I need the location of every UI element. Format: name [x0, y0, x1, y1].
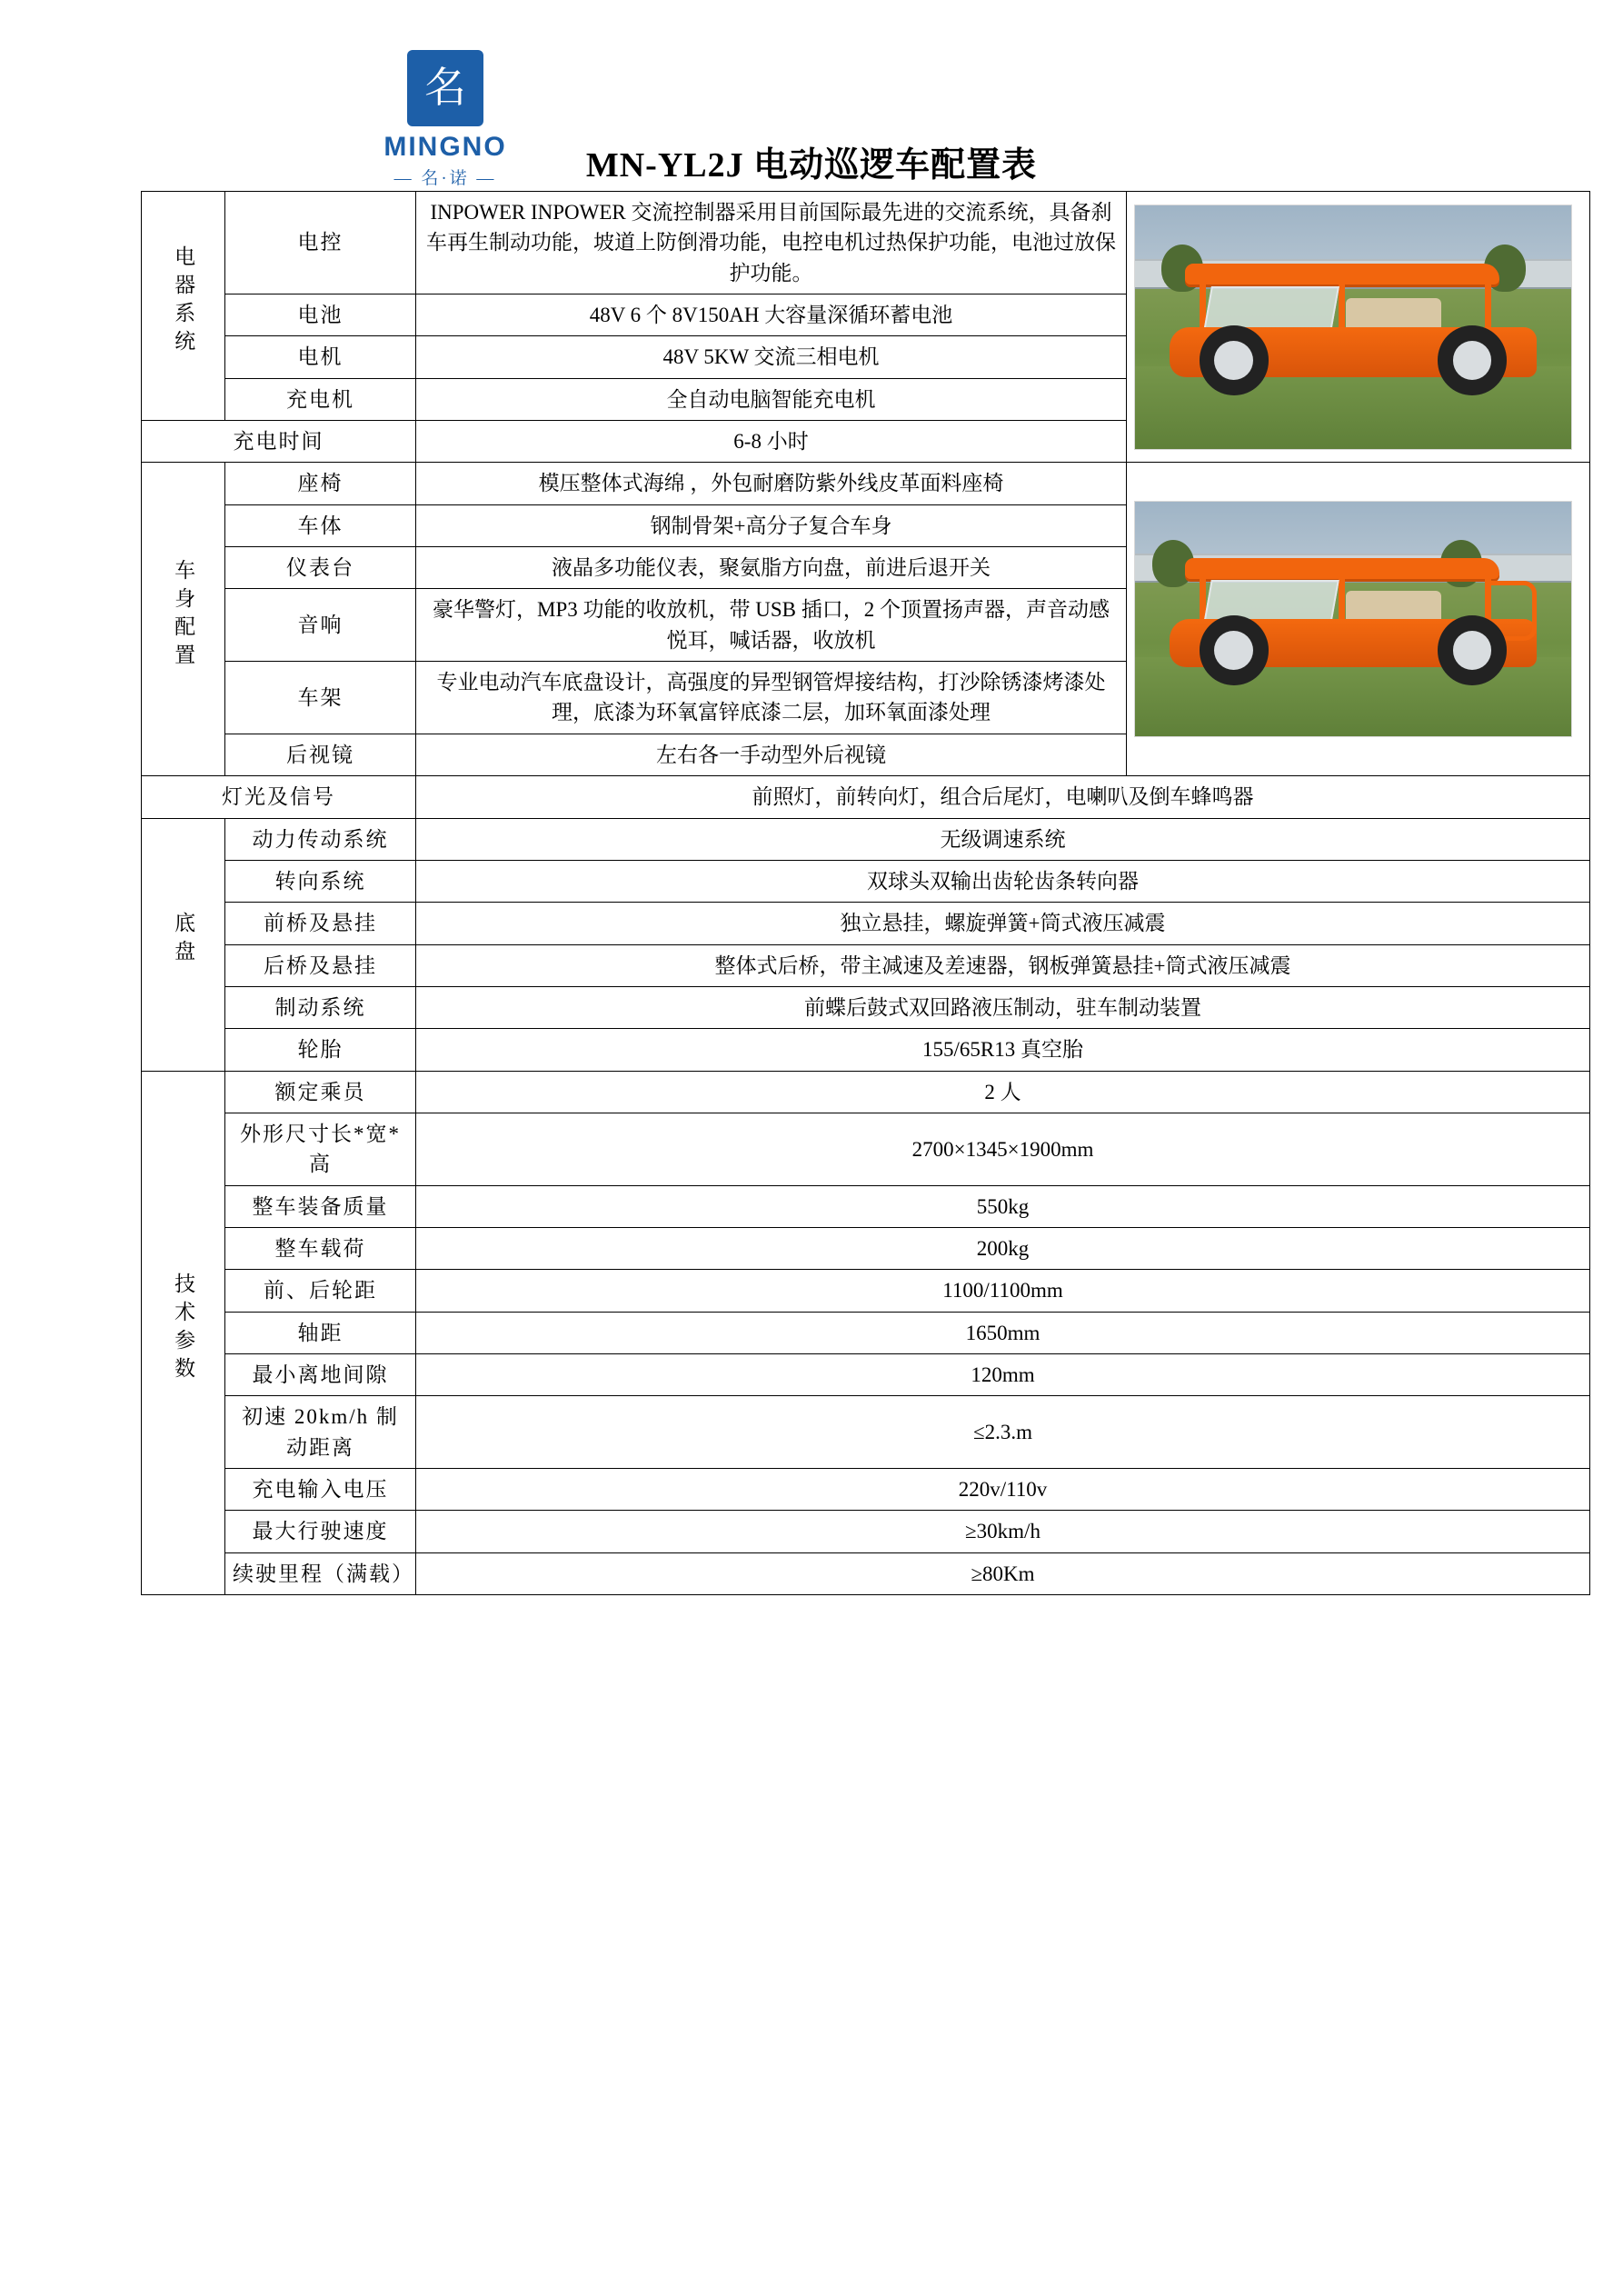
spec-table — [141, 191, 1590, 1595]
row-label: 座椅 — [225, 463, 416, 504]
row-label: 轮胎 — [225, 1029, 416, 1071]
lights-value: 前照灯，前转向灯，组合后尾灯，电喇叭及倒车蜂鸣器 — [416, 776, 1590, 818]
car-wheel — [1438, 615, 1508, 685]
table-row — [142, 1270, 1590, 1312]
row-label: 轴距 — [225, 1312, 416, 1353]
row-label: 转向系统 — [225, 860, 416, 902]
table-row — [142, 944, 1590, 986]
row-value: 双球头双输出齿轮齿条转向器 — [416, 860, 1590, 902]
table-row — [142, 1469, 1590, 1511]
page-title: MN-YL2J 电动巡逻车配置表 — [585, 146, 1038, 185]
row-value: 1650mm — [416, 1312, 1590, 1353]
logo-brand-subtitle: — 名·诺 — — [393, 169, 497, 188]
category-electrical: 电器系统 — [142, 192, 225, 421]
lights-label: 灯光及信号 — [142, 776, 416, 818]
logo-mark-icon — [407, 50, 483, 126]
row-value: 220v/110v — [416, 1469, 1590, 1511]
row-value: ≥30km/h — [416, 1511, 1590, 1552]
category-body: 车身配置 — [142, 463, 225, 776]
table-row — [142, 1029, 1590, 1071]
patrol-car-graphic — [1170, 264, 1536, 395]
photo-illustration — [1134, 205, 1572, 450]
row-value: 专业电动汽车底盘设计，高强度的异型钢管焊接结构，打沙除锈漆烤漆处理，底漆为环氧富锌底漆二层，加环氧面漆处理 — [416, 662, 1127, 734]
table-row — [142, 1185, 1590, 1227]
table-row — [142, 1071, 1590, 1113]
row-value: 前蝶后鼓式双回路液压制动，驻车制动装置 — [416, 986, 1590, 1028]
row-label: 前、后轮距 — [225, 1270, 416, 1312]
row-label: 后桥及悬挂 — [225, 944, 416, 986]
row-label: 前桥及悬挂 — [225, 903, 416, 944]
table-row — [142, 1113, 1590, 1185]
table-row — [142, 776, 1590, 818]
row-label: 最大行驶速度 — [225, 1511, 416, 1552]
table-row — [142, 1511, 1590, 1552]
document-header — [0, 0, 1623, 191]
table-row — [142, 903, 1590, 944]
row-label: 电控 — [225, 192, 416, 294]
row-value: 1100/1100mm — [416, 1270, 1590, 1312]
table-row — [142, 192, 1590, 294]
row-label: 制动系统 — [225, 986, 416, 1028]
row-value: 液晶多功能仪表，聚氨脂方向盘，前进后退开关 — [416, 547, 1127, 589]
row-label: 整车载荷 — [225, 1227, 416, 1269]
row-value: INPOWER INPOWER 交流控制器采用目前国际最先进的交流系统，具备刹车再生制动功能，坡道上防倒滑功能，电控电机过热保护功能，电池过放保护功能。 — [416, 192, 1127, 294]
charge-time-label: 充电时间 — [142, 421, 416, 463]
row-value: 155/65R13 真空胎 — [416, 1029, 1590, 1071]
row-value: 左右各一手动型外后视镜 — [416, 734, 1127, 775]
row-label: 充电输入电压 — [225, 1469, 416, 1511]
row-value: 120mm — [416, 1353, 1590, 1395]
row-value: 整体式后桥，带主减速及差速器，钢板弹簧悬挂+筒式液压减震 — [416, 944, 1590, 986]
row-value: 豪华警灯，MP3 功能的收放机，带 USB 插口，2 个顶置扬声器，声音动感悦耳，喊话器，收放机 — [416, 589, 1127, 662]
table-row — [142, 1353, 1590, 1395]
car-wheel — [1200, 615, 1270, 685]
row-value: 钢制骨架+高分子复合车身 — [416, 504, 1127, 546]
table-row — [142, 860, 1590, 902]
row-value: 独立悬挂，螺旋弹簧+筒式液压减震 — [416, 903, 1590, 944]
category-chassis: 底盘 — [142, 818, 225, 1071]
category-technical: 技术参数 — [142, 1071, 225, 1594]
product-photo-front — [1127, 192, 1590, 463]
row-value: 2 人 — [416, 1071, 1590, 1113]
row-value: 2700×1345×1900mm — [416, 1113, 1590, 1185]
row-label: 车体 — [225, 504, 416, 546]
car-wheel — [1438, 325, 1508, 395]
row-value: 48V 6 个 8V150AH 大容量深循环蓄电池 — [416, 294, 1127, 336]
row-label: 动力传动系统 — [225, 818, 416, 860]
table-row — [142, 818, 1590, 860]
table-row — [142, 463, 1590, 504]
charge-time-value: 6-8 小时 — [416, 421, 1127, 463]
row-label: 电池 — [225, 294, 416, 336]
row-label: 最小离地间隙 — [225, 1353, 416, 1395]
row-value: ≤2.3.m — [416, 1396, 1590, 1469]
row-label: 整车装备质量 — [225, 1185, 416, 1227]
row-label: 续驶里程（满载） — [225, 1552, 416, 1594]
photo-illustration — [1134, 501, 1572, 737]
row-value: 模压整体式海绵 ，外包耐磨防紫外线皮革面料座椅 — [416, 463, 1127, 504]
row-label: 仪表台 — [225, 547, 416, 589]
logo-glyph: 名 — [424, 65, 466, 111]
row-value: 48V 5KW 交流三相电机 — [416, 336, 1127, 378]
row-value: ≥80Km — [416, 1552, 1590, 1594]
row-label: 外形尺寸长*宽*高 — [225, 1113, 416, 1185]
row-label: 额定乘员 — [225, 1071, 416, 1113]
patrol-car-graphic — [1170, 558, 1536, 684]
table-row — [142, 986, 1590, 1028]
product-photo-rear — [1127, 463, 1590, 776]
logo-brand-name: MINGNO — [383, 132, 507, 162]
table-row — [142, 1552, 1590, 1594]
row-label: 初速 20km/h 制动距离 — [225, 1396, 416, 1469]
row-value: 550kg — [416, 1185, 1590, 1227]
row-value: 全自动电脑智能充电机 — [416, 378, 1127, 420]
row-label: 车架 — [225, 662, 416, 734]
row-value: 200kg — [416, 1227, 1590, 1269]
car-wheel — [1200, 325, 1270, 395]
table-row — [142, 1227, 1590, 1269]
table-row — [142, 1312, 1590, 1353]
row-label: 音响 — [225, 589, 416, 662]
row-label: 后视镜 — [225, 734, 416, 775]
row-label: 电机 — [225, 336, 416, 378]
row-value: 无级调速系统 — [416, 818, 1590, 860]
row-label: 充电机 — [225, 378, 416, 420]
table-row — [142, 1396, 1590, 1469]
